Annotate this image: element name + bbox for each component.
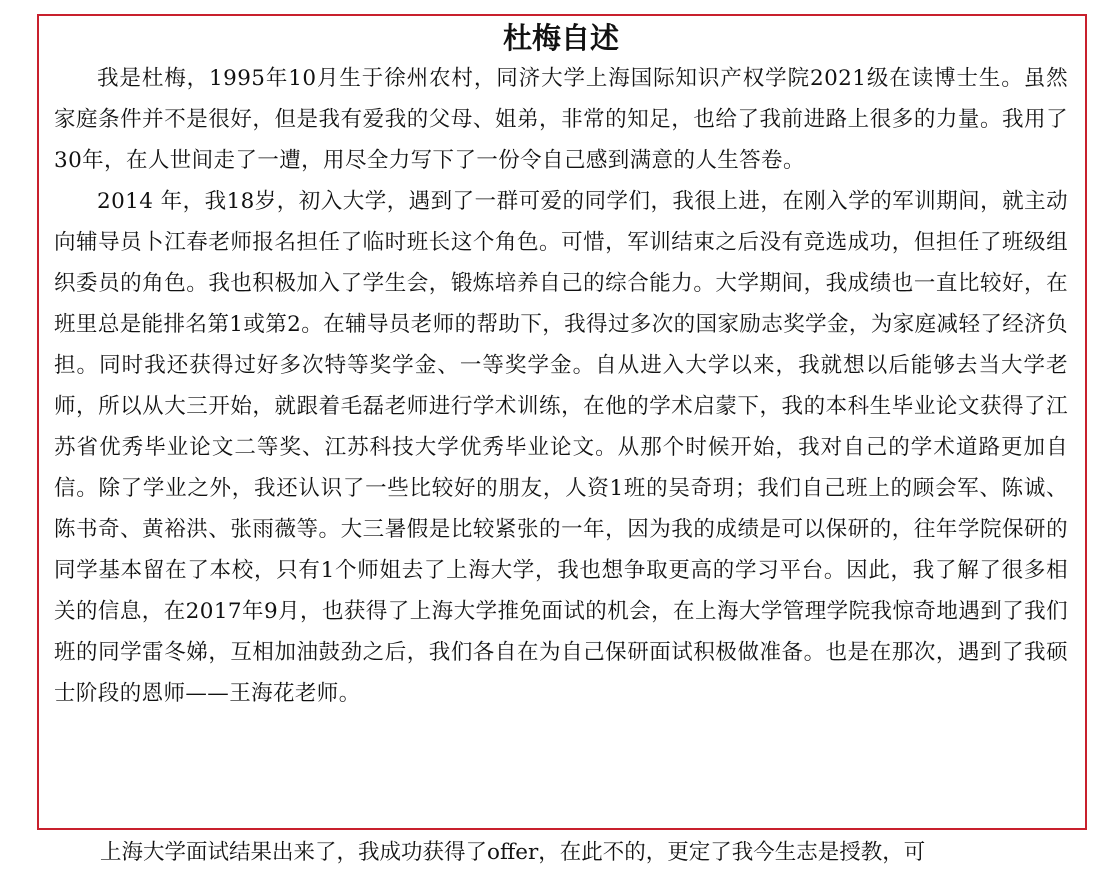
cut-off-next-line: 上海大学面试结果出来了，我成功获得了offer，在此不的，更定了我今生志是授教，可 xyxy=(100,840,926,865)
paragraph-1: 我是杜梅，1995年10月生于徐州农村，同济大学上海国际知识产权学院2021级在读博士生。虽然家庭条件并不是很好，但是我有爱我的父母、姐弟，非常的知足，也给了我前进路上很多的力量。我用了30年，在人世间走了一遭，用尽全力写下了一份令自己感到满意的人生答卷。 xyxy=(54,66,1068,173)
paragraph-2: 2014 年，我18岁，初入大学，遇到了一群可爱的同学们，我很上进，在刚入学的军训期间，就主动向辅导员卜江春老师报名担任了临时班长这个角色。可惜，军训结束之后没有竞选成功，但担任了班级组织委员的角色。我也积极加入了学生会，锻炼培养自己的综合能力。大学期间，我成绩也一直比较好，在班里总是能排名第1或第2。在辅导员老师的帮助下，我得过多次的国家励志奖学金，为家庭减轻了经济负担。同时我还获得过好多次特等奖学金、一等奖学金。自从进入大学以来，我就想以后能够去当大学老师，所以从大三开始，就跟着毛磊老师进行学术训练，在他的学术启蒙下，我的本科生毕业论文获得了江苏省优秀毕业论文二等奖、江苏科技大学优秀毕业论文。从那个时候开始，我对自己的学术道路更加自信。除了学业之外，我还认识了一些比较好的朋友，人资1班的吴奇玥；我们自己班上的顾会军、陈诚、陈书奇、黄裕洪、张雨薇等。大三暑假是比较紧张的一年，因为我的成绩是可以保研的，往年学院保研的同学基本留在了本校，只有1个师姐去了上海大学，我也想争取更高的学习平台。因此，我了解了很多相关的信息，在2017年9月，也获得了上海大学推免面试的机会，在上海大学管理学院我惊奇地遇到了我们班的同学雷冬娣，互相加油鼓劲之后，我们各自在为自己保研面试积极做准备。也是在那次，遇到了我硕士阶段的恩师——王海花老师。 xyxy=(54,189,1068,706)
document-body xyxy=(54,18,1068,714)
document-title: 杜梅自述 xyxy=(502,21,619,55)
